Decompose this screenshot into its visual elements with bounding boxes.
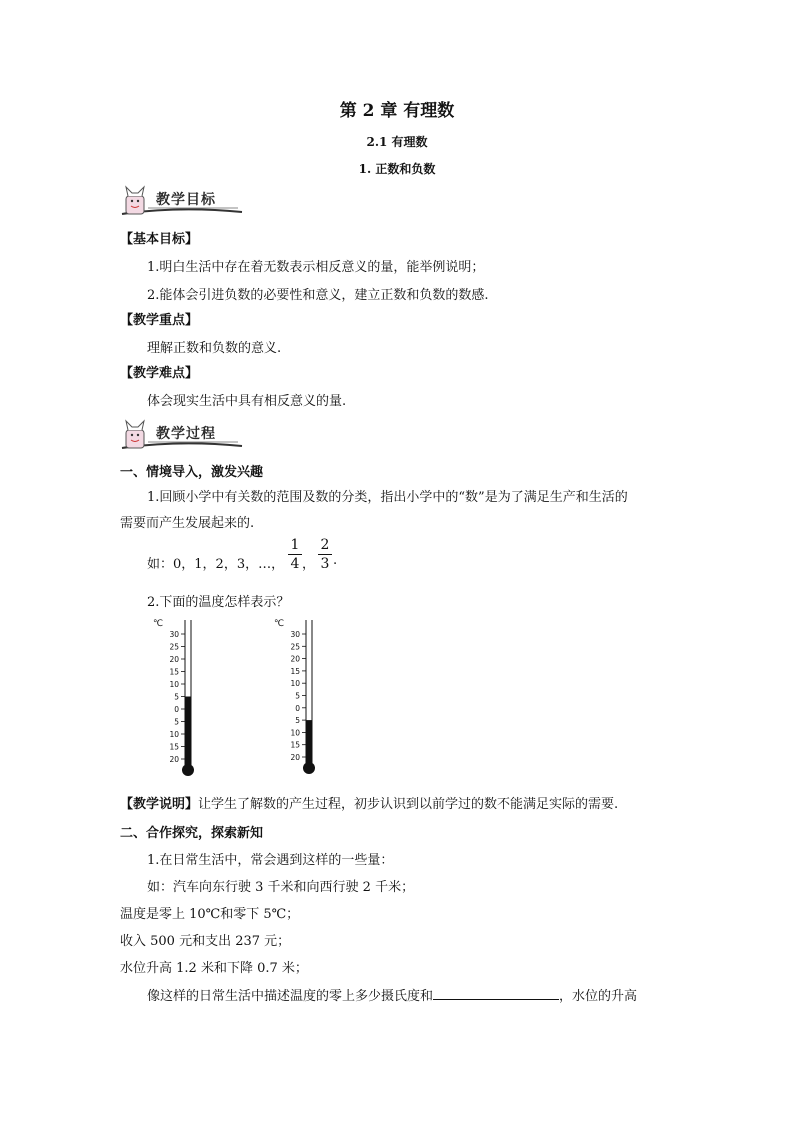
thermometer-bulb — [182, 764, 194, 776]
subsection-title: 1. 正数和负数 — [358, 162, 436, 176]
thermometer-tick-label: 15 — [169, 742, 179, 752]
key-point-heading: 【教学重点】 — [120, 313, 199, 328]
mercury-column — [186, 697, 191, 766]
fraction-numerator: 2 — [320, 537, 330, 553]
thermometer-right — [266, 612, 326, 784]
section-title: 2.1 有理数 — [366, 135, 428, 149]
part2-heading: 二、合作探究，探索新知 — [120, 826, 264, 841]
thermometer-tick-label: 10 — [169, 730, 179, 739]
thermometer-tick-label: 0 — [295, 703, 300, 713]
fill-in-blank — [433, 987, 559, 1000]
fraction-denominator: 3 — [320, 556, 330, 572]
teaching-note-label: 【教学说明】 — [120, 797, 199, 812]
question-line-1: 1.在日常生活中，常会遇到这样的一些量： — [147, 853, 394, 868]
thermometer-tick-label: 10 — [290, 728, 300, 738]
thermometer-bulb — [303, 762, 315, 774]
teaching-note-text: 让学生了解数的产生过程，初步认识到以前学过的数不能满足实际的需要. — [198, 797, 619, 812]
fraction-numerator: 1 — [290, 537, 300, 553]
goal-item-1: 1.明白生活中存在着无数表示相反意义的量，能举例说明； — [147, 260, 485, 275]
question-line-6-post: ，水位的升高 — [559, 989, 638, 1004]
process-banner — [118, 418, 244, 454]
thermometer-tick-label: 30 — [290, 630, 300, 639]
thermometer-tick-label: 20 — [169, 655, 179, 664]
thermometer-tick-label: 5 — [295, 691, 300, 701]
question-line-3: 温度是零上 10℃和零下 5℃； — [120, 907, 300, 922]
fraction-one-quarter — [288, 537, 302, 572]
chapter-title: 第 2 章 有理数 — [339, 101, 455, 121]
fraction-denominator: 4 — [290, 556, 300, 572]
thermometer-tick-label: 15 — [290, 666, 300, 676]
mercury-column — [307, 720, 312, 763]
key-point-text: 理解正数和负数的意义. — [147, 341, 282, 356]
thermometer-tick-label: 30 — [169, 630, 179, 639]
example-period: . — [333, 553, 338, 568]
thermometer-tick-label: 15 — [169, 667, 179, 677]
fraction-two-thirds — [318, 537, 332, 572]
thermometer-tick-label: 25 — [169, 642, 179, 652]
question-line-6-pre: 像这样的日常生活中描述温度的零上多少摄氏度和 — [147, 989, 434, 1004]
paragraph-2: 2.下面的温度怎样表示？ — [147, 595, 290, 610]
thermometer-tick-label: 25 — [290, 642, 300, 652]
thermometer-unit-label: ℃ — [153, 619, 164, 629]
thermometer-tick-label: 20 — [290, 654, 300, 664]
goals-banner — [118, 184, 244, 220]
goal-item-2: 2.能体会引进负数的必要性和意义，建立正数和负数的数感. — [147, 288, 489, 303]
part1-heading: 一、情境导入，激发兴趣 — [120, 465, 264, 480]
teaching-note — [120, 793, 618, 812]
question-line-4: 收入 500 元和支出 237 元； — [120, 934, 291, 949]
thermometer-tick-label: 5 — [174, 692, 179, 702]
thermometer-left — [145, 612, 205, 784]
paragraph-1-line-2: 需要而产生发展起来的. — [120, 516, 255, 531]
thermometer-tick-label: 15 — [290, 740, 300, 750]
thermometer-tick-label: 20 — [169, 755, 179, 764]
paragraph-1-line-1: 1.回顾小学中有关数的范围及数的分类，指出小学中的“数”是为了满足生产和生活的 — [147, 490, 628, 505]
thermometer-unit-label: ℃ — [274, 619, 285, 629]
process-banner-label: 教学过程 — [156, 426, 216, 442]
question-line-6 — [147, 985, 637, 1004]
difficult-point-text: 体会现实生活中具有相反意义的量. — [147, 394, 347, 409]
difficult-point-heading: 【教学难点】 — [120, 366, 199, 381]
thermometer-tick-label: 0 — [174, 705, 179, 714]
thermometer-tick-label: 20 — [290, 753, 300, 762]
goals-banner-label: 教学目标 — [156, 192, 216, 208]
number-example: 如：0，1，2，3，…， — [147, 557, 285, 572]
question-line-2: 如：汽车向东行驶 3 千米和向西行驶 2 千米； — [147, 880, 415, 895]
basic-goals-heading: 【基本目标】 — [120, 232, 199, 247]
thermometer-tick-label: 10 — [169, 680, 179, 689]
thermometer-tick-label: 5 — [295, 716, 300, 726]
thermometer-tick-label: 5 — [174, 717, 179, 727]
fraction-separator: ， — [302, 557, 316, 572]
thermometer-tick-label: 10 — [290, 679, 300, 689]
question-line-5: 水位升高 1.2 米和下降 0.7 米； — [120, 961, 308, 976]
